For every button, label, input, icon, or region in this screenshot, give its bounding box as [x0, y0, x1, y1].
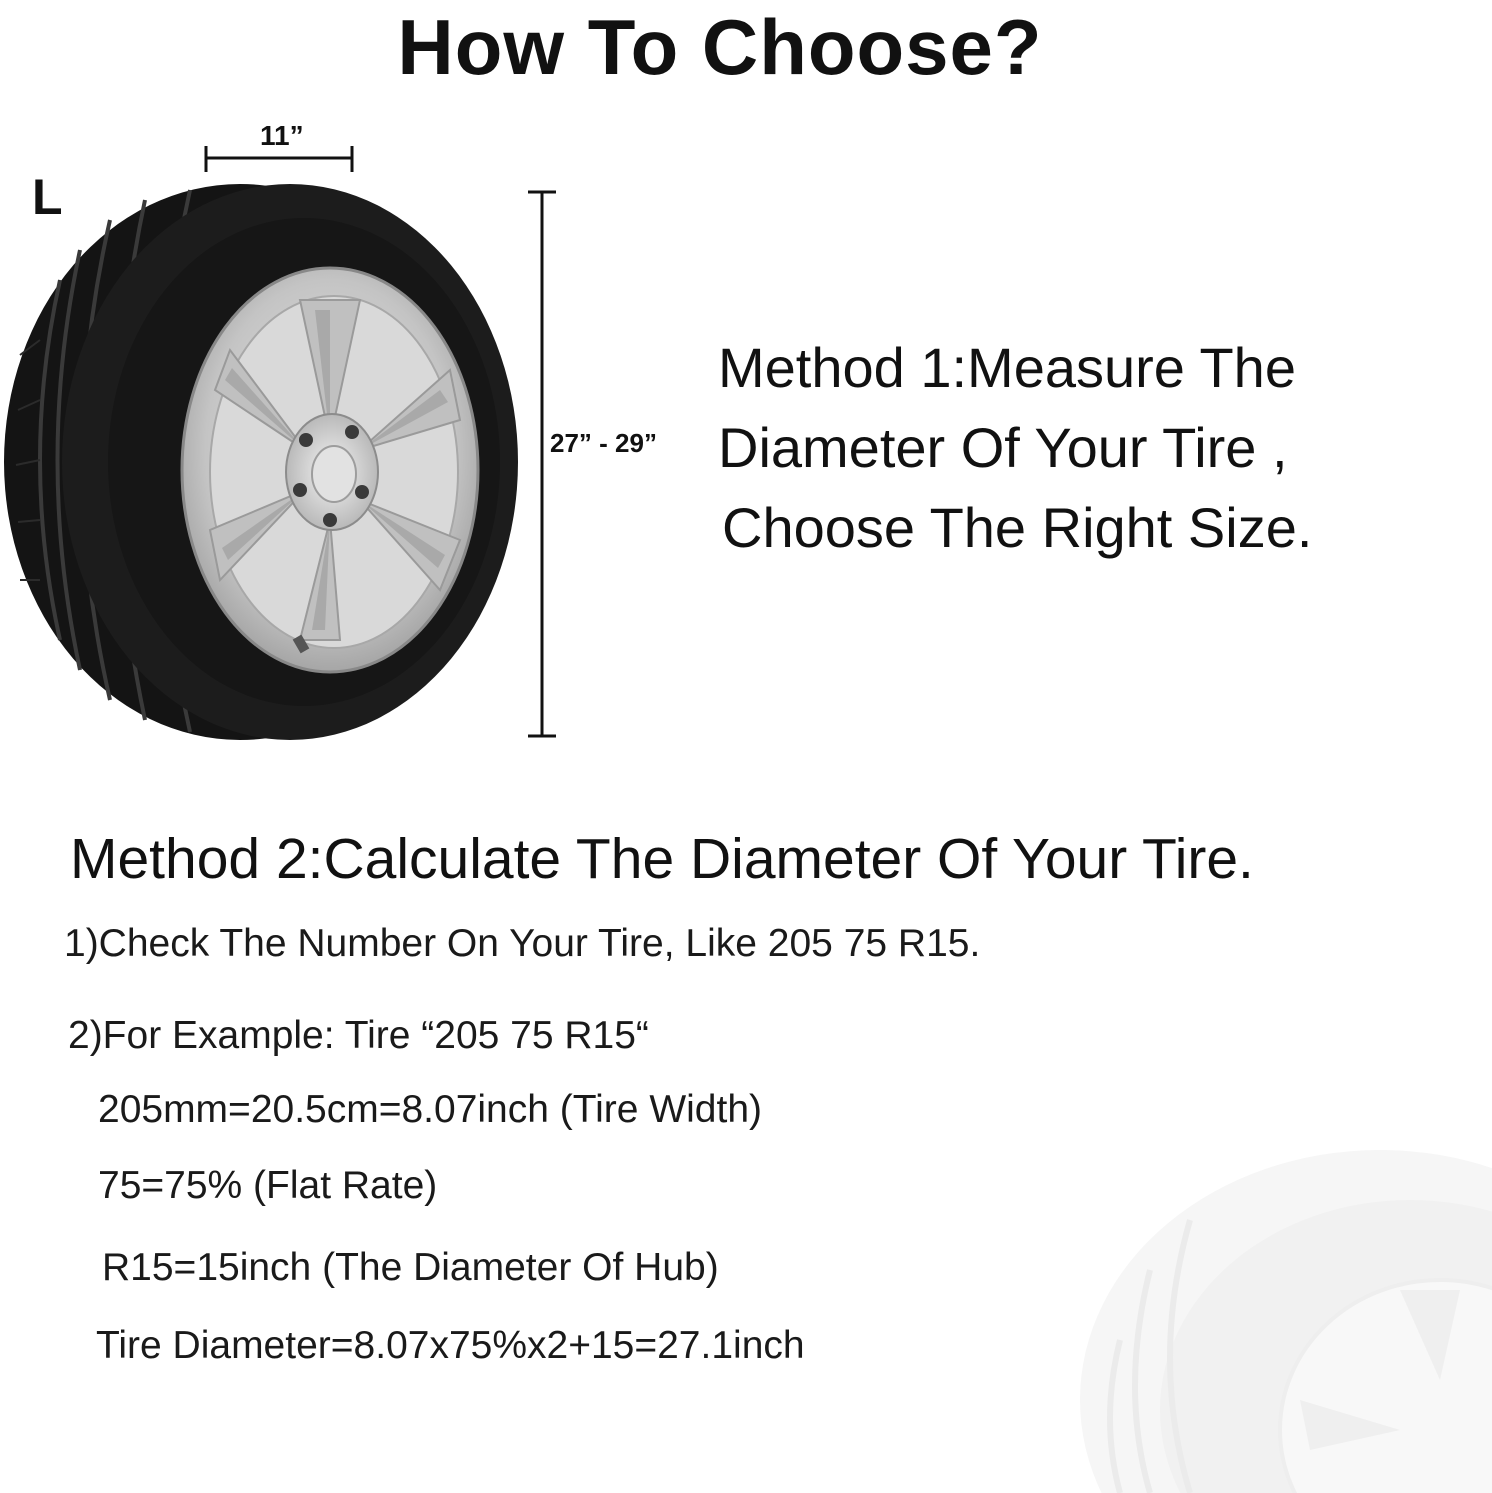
method2-hub: R15=15inch (The Diameter Of Hub) — [102, 1246, 719, 1289]
height-label: 27” - 29” — [550, 428, 657, 458]
method2-title: Method 2:Calculate The Diameter Of Your Tire. — [70, 827, 1254, 891]
method1-line3: Choose The Right Size. — [722, 496, 1313, 559]
method2-width-calc: 205mm=20.5cm=8.07inch (Tire Width) — [98, 1088, 762, 1131]
method1-line2: Diameter Of Your Tire , — [718, 416, 1288, 479]
method2-step1: 1)Check The Number On Your Tire, Like 205 75 R15. — [64, 922, 981, 965]
method2-flat-rate: 75=75% (Flat Rate) — [98, 1164, 438, 1207]
page-title: How To Choose? — [397, 3, 1043, 91]
method1-text — [718, 328, 1312, 568]
tire-icon — [0, 140, 540, 760]
height-dimension-icon — [524, 186, 560, 742]
method2-result: Tire Diameter=8.07x75%x2+15=27.1inch — [96, 1324, 805, 1367]
size-label: L — [32, 169, 63, 225]
tire-watermark-icon — [1080, 1140, 1492, 1493]
width-label: 11” — [260, 120, 304, 151]
method1-line1: Method 1:Measure The — [718, 336, 1296, 399]
method2-step2: 2)For Example: Tire “205 75 R15“ — [68, 1014, 649, 1057]
